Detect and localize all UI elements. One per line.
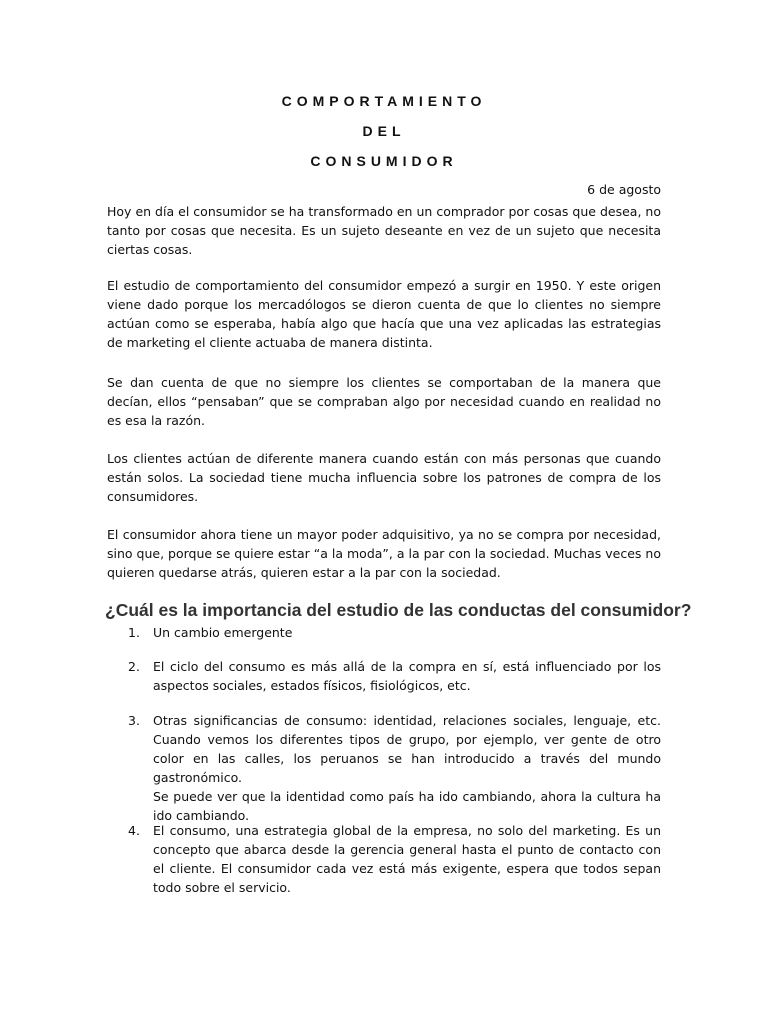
title-line-1: COMPORTAMIENTO xyxy=(281,93,487,109)
paragraph-5: El consumidor ahora tiene un mayor poder adquisitivo, ya no se compra por necesidad, sino que, porque se quiere estar “a la moda”, a la par con la sociedad. Muchas veces no quieren quedarse atrás, quieren estar a la par con la sociedad. xyxy=(107,527,661,580)
list-item-text: Otras significancias de consumo: identidad, relaciones sociales, lenguaje, etc. Cuando vemos los diferentes tipos de grupo, por ejemplo, ver gente de otro color en las calles, los peruanos se han introducido a través del mundo gastronómico. xyxy=(153,713,661,785)
list-item xyxy=(128,623,661,642)
paragraph-4: Los clientes actúan de diferente manera cuando están con más personas que cuando están solos. La sociedad tiene mucha influencia sobre los patrones de compra de los consumidores. xyxy=(107,451,661,504)
list-item-number: 4. xyxy=(128,823,140,838)
paragraph-3: Se dan cuenta de que no siempre los clientes se comportaban de la manera que decían, ellos “pensaban” que se compraban algo por necesidad cuando en realidad no es esa la razón. xyxy=(107,375,661,428)
section-heading: ¿Cuál es la importancia del estudio de las conductas del consumidor? xyxy=(105,600,692,620)
title-line-3: CONSUMIDOR xyxy=(310,153,458,169)
list-item-text-block xyxy=(153,711,661,825)
list-item xyxy=(128,657,661,695)
list-item xyxy=(128,821,661,897)
list-item-text: El ciclo del consumo es más allá de la compra en sí, está influenciado por los aspectos sociales, estados físicos, fisiológicos, etc. xyxy=(153,659,661,693)
list-item-number: 1. xyxy=(128,625,140,640)
list-item-text: El consumo, una estrategia global de la empresa, no solo del marketing. Es un concepto que abarca desde la gerencia general hasta el punto de contacto con el cliente. El consumidor cada vez está más exigente, espera que todos sepan todo sobre el servicio. xyxy=(153,823,661,895)
paragraph-2: El estudio de comportamiento del consumidor empezó a surgir en 1950. Y este origen viene dado porque los mercadólogos se dieron cuenta de que lo clientes no siempre actúan como se esperaba, había algo que hacía que una vez aplicadas las estrategias de marketing el cliente actuaba de manera distinta. xyxy=(107,278,661,350)
list-item-number: 2. xyxy=(128,659,140,674)
list-item-text: Un cambio emergente xyxy=(153,625,293,640)
document-date: 6 de agosto xyxy=(587,182,661,197)
list-item-number: 3. xyxy=(128,713,140,728)
title-line-2: DEL xyxy=(362,123,406,139)
list-item-text-continued: Se puede ver que la identidad como país ha ido cambiando, ahora la cultura ha ido cambiando. xyxy=(153,789,661,823)
paragraph-1: Hoy en día el consumidor se ha transformado en un comprador por cosas que desea, no tanto por cosas que necesita. Es un sujeto deseante en vez de un sujeto que necesita ciertas cosas. xyxy=(107,204,661,257)
list-item xyxy=(128,711,661,825)
